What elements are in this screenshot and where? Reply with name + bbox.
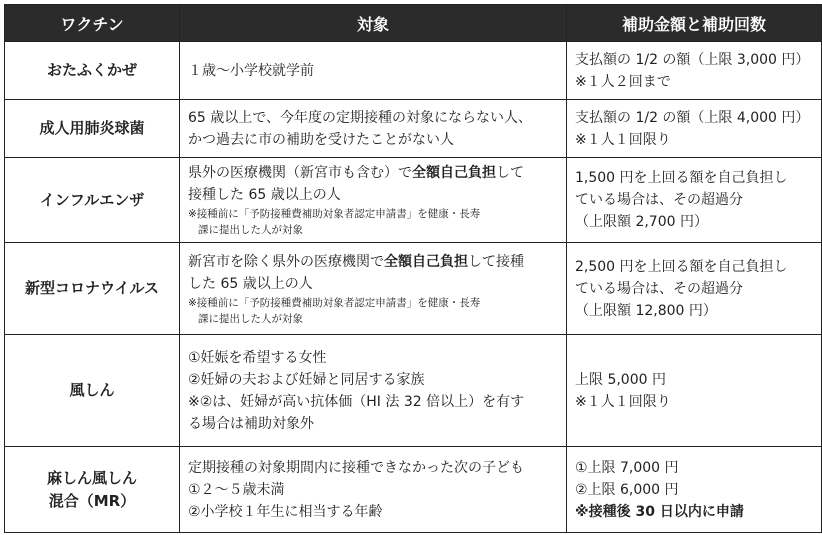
text-segment: ている場合は、その超過分	[575, 192, 743, 208]
vaccine-name-cell	[5, 335, 180, 447]
amount-line	[575, 49, 813, 71]
text-segment: かつ過去に市の補助を受けたことがない人	[188, 131, 454, 148]
note-line	[188, 222, 558, 238]
table-header-row	[5, 5, 822, 42]
amount-cell	[567, 100, 822, 158]
emphasis-text: 全額自己負担	[384, 253, 468, 270]
vaccine-name: 成人用肺炎球菌	[39, 119, 145, 137]
text-segment: 接種した 65 歳以上の人	[188, 187, 341, 203]
vaccine-name-cell	[5, 42, 180, 100]
text-segment: 65 歳以上で、今年度の定期接種の対象にならない人、	[188, 109, 532, 126]
target-line	[188, 457, 558, 479]
target-cell	[180, 335, 567, 447]
text-segment: 定期接種の対象期間内に接種できなかった次の子ども	[188, 459, 524, 476]
text-segment: ている場合は、その超過分	[575, 280, 743, 297]
amount-cell	[567, 335, 822, 447]
vaccine-subsidy-table	[4, 4, 822, 533]
amount-cell	[567, 42, 822, 100]
target-cell	[180, 243, 567, 335]
note-line	[188, 295, 558, 311]
amount-line	[575, 300, 813, 322]
target-line	[188, 413, 558, 435]
amount-line	[575, 189, 813, 211]
amount-line	[575, 256, 813, 278]
text-segment: （上限額 12,800 円）	[575, 302, 717, 319]
text-segment: ①２～５歳未満	[188, 481, 285, 498]
target-line	[188, 347, 558, 369]
text-segment: ②小学校１年生に相当する年齢	[188, 503, 383, 520]
table-row	[5, 100, 822, 158]
text-segment: 支払額の 1/2 の額（上限 3,000 円）	[575, 51, 810, 68]
vaccine-name-cell	[5, 100, 180, 158]
text-segment: ※②は、妊婦が高い抗体価（HI 法 32 倍以上）を有す	[188, 393, 525, 410]
text-segment: ②上限 6,000 円	[575, 481, 679, 498]
text-segment: ②妊婦の夫および妊婦と同居する家族	[188, 371, 425, 388]
text-segment: 上限 5,000 円	[575, 371, 666, 388]
emphasis-text: 全額自己負担	[412, 165, 496, 181]
amount-line	[575, 167, 813, 189]
amount-line	[575, 211, 813, 233]
target-cell	[180, 42, 567, 100]
text-segment: ①上限 7,000 円	[575, 459, 679, 476]
target-line	[188, 184, 558, 206]
emphasis-text: ※接種後 30 日以内に申請	[575, 503, 744, 520]
vaccine-name: 麻しん風しん	[46, 468, 137, 487]
table-row	[5, 243, 822, 335]
vaccine-name-cell	[5, 447, 180, 533]
table-row	[5, 447, 822, 533]
target-line	[188, 273, 558, 295]
text-segment: （上限額 2,700 円）	[575, 214, 708, 230]
text-segment: して	[496, 165, 524, 181]
text-segment: る場合は補助対象外	[188, 415, 314, 432]
amount-line	[575, 278, 813, 300]
target-line	[188, 162, 558, 184]
header-target: 対象	[180, 5, 567, 42]
table-row	[5, 158, 822, 243]
text-segment: ※接種前に「予防接種費補助対象者認定申請書」を健康・長寿	[188, 296, 481, 309]
amount-cell	[567, 158, 822, 243]
amount-line	[575, 129, 813, 151]
amount-line	[575, 369, 813, 391]
amount-line	[575, 479, 813, 501]
amount-line	[575, 501, 813, 523]
amount-cell	[567, 447, 822, 533]
vaccine-name-cell	[5, 158, 180, 243]
vaccine-name-cell	[5, 243, 180, 335]
target-line	[188, 60, 558, 82]
amount-line	[575, 71, 813, 93]
target-line	[188, 129, 558, 151]
target-line	[188, 107, 558, 129]
vaccine-name: 風しん	[69, 381, 115, 399]
amount-line	[575, 107, 813, 129]
text-segment: 2,500 円を上回る額を自己負担し	[575, 258, 788, 275]
text-segment: した 65 歳以上の人	[188, 275, 313, 292]
text-segment: 1,500 円を上回る額を自己負担し	[575, 170, 788, 186]
vaccine-name: 新型コロナウイルス	[24, 279, 160, 297]
amount-line	[575, 391, 813, 413]
text-segment: ※接種前に「予防接種費補助対象者認定申請書」を健康・長寿	[188, 208, 481, 220]
table-row	[5, 42, 822, 100]
target-line	[188, 251, 558, 273]
text-segment: 新宮市を除く県外の医療機関で	[188, 253, 384, 270]
text-segment: ①妊娠を希望する女性	[188, 349, 327, 366]
target-cell	[180, 100, 567, 158]
note-line	[188, 311, 558, 327]
text-segment: ※１人１回限り	[575, 131, 671, 148]
text-segment: ※１人１回限り	[575, 393, 671, 410]
text-segment: して接種	[468, 253, 524, 270]
target-cell	[180, 158, 567, 243]
note-line	[188, 206, 558, 222]
vaccine-name: おたふくかぜ	[46, 61, 137, 79]
text-segment: ※１人２回まで	[575, 73, 671, 90]
header-vaccine: ワクチン	[5, 5, 180, 42]
target-cell	[180, 447, 567, 533]
text-segment: １歳～小学校就学前	[188, 62, 314, 79]
target-line	[188, 501, 558, 523]
vaccine-name: 混合（MR）	[48, 491, 136, 510]
text-segment: 課に提出した人が対象	[198, 312, 303, 325]
amount-cell	[567, 243, 822, 335]
target-line	[188, 479, 558, 501]
amount-line	[575, 457, 813, 479]
text-segment: 支払額の 1/2 の額（上限 4,000 円）	[575, 109, 810, 126]
table-row	[5, 335, 822, 447]
target-line	[188, 369, 558, 391]
vaccine-name: インフルエンザ	[39, 190, 145, 209]
header-amount: 補助金額と補助回数	[567, 5, 822, 42]
target-line	[188, 391, 558, 413]
text-segment: 県外の医療機関（新宮市も含む）で	[188, 165, 412, 181]
text-segment: 課に提出した人が対象	[198, 224, 303, 236]
